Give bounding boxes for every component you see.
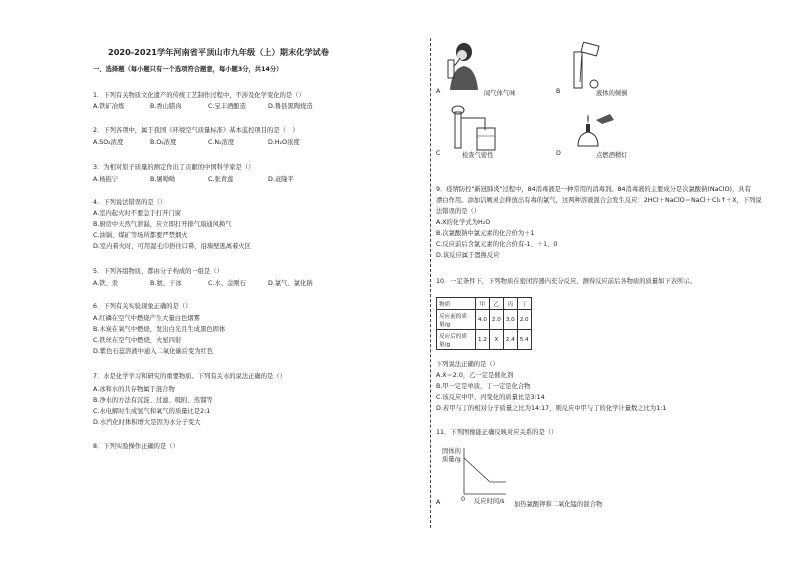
q7-option-b: B.净水的方法有沉淀、过滤、吸附、蒸馏等	[93, 397, 213, 404]
table-header-cell: 甲	[476, 298, 490, 310]
q11-graph	[460, 446, 508, 498]
q11-option-a-letter: A	[436, 499, 441, 506]
q10-option-d: D.若甲与丁的相对分子质量之比为14:17，则反应中甲与丁的化学计量数之比为1:1	[436, 405, 667, 412]
fig-a-caption: 闻气体气味	[484, 90, 516, 97]
question-11-stem: 11．下列图像能正确反映对应关系的是（）	[436, 429, 558, 436]
fig-c-letter: C	[436, 150, 441, 157]
q7-option-a: A.冰和水的共存物属于混合物	[93, 386, 175, 393]
section-heading: 一、选择题（每小题只有一个选项符合题意，每小题3分，共14分）	[93, 66, 283, 73]
q11-graph-xlabel: 反应时间/s	[474, 498, 505, 505]
table-header-cell: 乙	[489, 298, 503, 310]
question-9-line-2: 漂白作用。添加洁厕灵会释放出有毒的氯气，这两种溶液混合会发生反应：2HCl＋NaClO＝NaCl＋Cl₂↑＋X，下列说	[436, 197, 762, 204]
graph-curve	[464, 458, 506, 482]
q4-option-d: D.室内着火时，可用湿毛巾捂住口鼻，沿墙壁逃离着火区	[93, 243, 251, 250]
table-cell: 4.0	[476, 310, 490, 330]
q6-option-c: C.铁丝在空气中燃烧，火星四射	[93, 337, 182, 344]
q1-option-a: A.铁矿冶炼	[93, 103, 125, 110]
question-6-stem: 6．下列有关实验现象正确的是（）	[93, 303, 192, 310]
q11-graph-origin: 0	[461, 496, 466, 503]
fig-c-caption: 检查气密性	[462, 152, 494, 159]
question-4-stem: 4．下列说法错误的是（）	[93, 199, 167, 206]
q11-graph-ylabel: 固体的质量/g	[442, 448, 461, 463]
question-1-stem: 1．下列有关物质文化遗产的传统工艺制作过程中，不涉及化学变化的是（）	[93, 92, 305, 99]
q7-option-d: D.水汽化时体积增大是因为水分子变大	[93, 419, 201, 426]
q3-option-c: C.张青莲	[208, 176, 234, 183]
q1-option-b: B.香山腊肉	[150, 103, 182, 110]
figure-airtightness-check	[445, 104, 505, 154]
question-3-stem: 3．为相对原子质量的测定作出了贡献的中国科学家是（）	[93, 164, 255, 171]
table-row	[437, 310, 532, 330]
q5-option-d: D.氯气、氯化钠	[268, 280, 313, 287]
figure-smelling-gas	[440, 40, 480, 92]
table-cell: 5.4	[517, 330, 531, 350]
q4-option-c: C.油锅、煤矿等场所都要严禁烟火	[93, 232, 188, 239]
question-7-stem: 7．水是化学学习和研究的重要物质。下列有关水的说法正确的是（）	[93, 373, 286, 380]
table-header-cell: 丁	[517, 298, 531, 310]
table-header-cell: 物质	[437, 298, 476, 310]
table-cell: 2.4	[503, 330, 517, 350]
question-2-stem: 2．下列各项中，属于我国《环境空气质量标准》基本监控项目的是（ ）	[93, 127, 299, 134]
question-9-line-1: 9．疫情防控"新冠肺炎"过程中，84消毒液是一种常用的消毒剂。84消毒液的主要成分是次氯酸钠(NaClO)，具有	[436, 186, 751, 193]
q5-option-c: C.水、金刚石	[208, 280, 246, 287]
q11-option-a-caption: 加热氯酸钾和二氧化锰的混合物	[514, 501, 603, 508]
q10-prompt: 下列说法正确的是（）	[436, 361, 499, 368]
fig-b-caption: 液体的倾倒	[596, 90, 628, 97]
table-cell: 2.0	[489, 310, 503, 330]
q10-option-b: B.甲一定是单质，丁一定是化合物	[436, 383, 531, 390]
table-cell: 1.2	[476, 330, 490, 350]
fig-b-letter: B	[556, 88, 561, 95]
table-row	[437, 330, 532, 350]
q5-option-b: B.氨、干冰	[150, 280, 182, 287]
q1-option-c: C.宝丰酒酿造	[208, 103, 246, 110]
figure-pouring-liquid	[570, 42, 604, 92]
q1-option-d: D.鲁县黑陶烧造	[268, 103, 313, 110]
question-10-stem: 10．一定条件下，下列物质在密闭容器内充分反应，测得反应前后各物质的质量如下表所示。	[436, 278, 696, 285]
q9-option-b: B.次氯酸钠中氯元素的化合价为＋1	[436, 230, 535, 237]
q2-option-d: D.H₂O浓度	[268, 139, 300, 146]
table-row-label: 反应后的质量/g	[437, 330, 476, 350]
fig-d-caption: 点燃酒精灯	[596, 152, 628, 159]
q4-option-b: B.厨房中天然气泄漏，应立即打开排气扇通风换气	[93, 221, 232, 228]
figure-lighting-lamp	[570, 106, 620, 152]
q2-option-b: B.O₂浓度	[150, 139, 177, 146]
q2-option-a: A.SO₂浓度	[93, 139, 124, 146]
q3-option-b: B.屠呦呦	[150, 176, 176, 183]
q6-option-a: A.红磷在空气中燃烧产生大量白色烟雾	[93, 315, 200, 322]
table-header-cell: 丙	[503, 298, 517, 310]
q9-option-d: D.该反应属于置换反应	[436, 252, 500, 259]
question-9-line-3: 法错误的是（）	[436, 208, 481, 215]
q9-option-a: A.X的化学式为H₂O	[436, 219, 491, 226]
page-title: 2020-2021学年河南省平顶山市九年级（上）期末化学试卷	[108, 47, 329, 57]
column-divider	[430, 38, 431, 528]
q3-option-a: A.杨振宁	[93, 176, 119, 183]
q10-option-a: A.X＝2.0，乙一定是催化剂	[436, 372, 514, 379]
q2-option-c: C.N₂浓度	[208, 139, 235, 146]
question-5-stem: 5．下列各组物质，都由分子构成的一组是（）	[93, 268, 223, 275]
q6-option-b: B.木炭在氧气中燃烧，发出白光且生成黑色固体	[93, 326, 226, 333]
table-cell: X	[489, 330, 503, 350]
fig-d-letter: D	[556, 150, 561, 157]
question-8-stem: 8．下列实验操作正确的是（）	[93, 443, 179, 450]
q4-option-a: A.室内起火时不要急于打开门窗	[93, 210, 182, 217]
q3-option-d: D.袁隆平	[268, 176, 294, 183]
fig-a-letter: A	[436, 88, 441, 95]
table-cell: 3.0	[503, 310, 517, 330]
table-row-label: 反应前的质量/g	[437, 310, 476, 330]
q9-option-c: C.反应前后含氯元素的化合价有-1、＋1、0	[436, 241, 558, 248]
q6-option-d: D.紫色石蕊溶液中通入二氧化碳后变为红色	[93, 348, 214, 355]
table-header-row	[437, 298, 532, 310]
q5-option-a: A.铁、汞	[93, 280, 119, 287]
q10-data-table	[436, 297, 532, 350]
q10-option-c: C.该反应中甲、丙变化的质量比是3:14	[436, 394, 545, 401]
table-cell: 2.0	[517, 310, 531, 330]
q7-option-c: C.水电解时生成氢气和氧气的质量比是2:1	[93, 408, 211, 415]
